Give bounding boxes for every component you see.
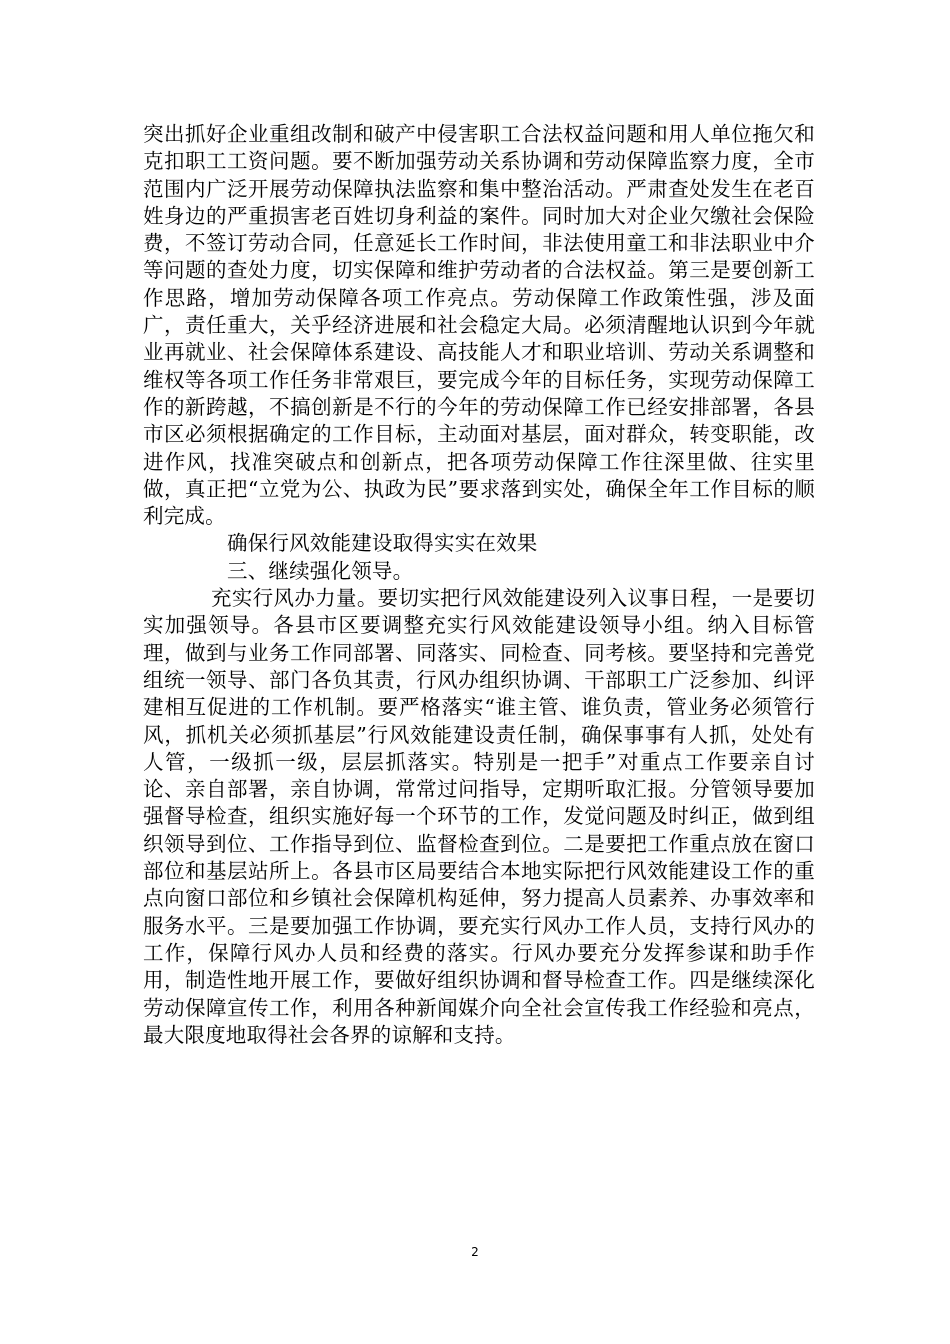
section-heading-leadership: 三、继续强化领导。 xyxy=(227,558,414,583)
document-body xyxy=(143,121,815,1049)
body-paragraph-leadership: 充实行风办力量。要切实把行风效能建设列入议事日程，一是要切实加强领导。各县市区要调整充实行风效能建设领导小组。纳入目标管理，做到与业务工作同部署、同落实、同检查、同考核。要坚持和完善党组统一领导、部门各负其责，行风办组织协调、干部职工广泛参加、纠评建相互促进的工作机制。要严格落实“谁主管、谁负责，管业务必须管行风，抓机关必须抓基层”行风效能建设责任制，确保事事有人抓，处处有人管，一级抓一级，层层抓落实。特别是一把手”对重点工作要亲自讨论、亲自部署，亲自协调，常常过问指导，定期听取汇报。分管领导要加强督导检查，组织实施好每一个环节的工作，发觉问题及时纠正，做到组织领导到位、工作指导到位、监督检查到位。二是要把工作重点放在窗口部位和基层站所上。各县市区局要结合本地实际把行风效能建设工作的重点向窗口部位和乡镇社会保障机构延伸，努力提高人员素养、办事效率和服务水平。三是要加强工作协调，要充实行风办工作人员，支持行风办的工作，保障行风办人员和经费的落实。行风办要充分发挥参谋和助手作用，制造性地开展工作，要做好组织协调和督导检查工作。四是继续深化劳动保障宣传工作，利用各种新闻媒介向全社会宣传我工作经验和亮点，最大限度地取得社会各界的谅解和支持。 xyxy=(143,586,815,1047)
body-paragraph-continuation: 突出抓好企业重组改制和破产中侵害职工合法权益问题和用人单位拖欠和克扣职工工资问题。要不断加强劳动关系协调和劳动保障监察力度，全市范围内广泛开展劳动保障执法监察和集中整治活动。严肃查处发生在老百姓身边的严重损害老百姓切身利益的案件。同时加大对企业欠缴社会保险费，不签订劳动合同，任意延长工作时间，非法使用童工和非法职业中介等问题的查处力度，切实保障和维护劳动者的合法权益。第三是要创新工作思路，增加劳动保障各项工作亮点。劳动保障工作政策性强，涉及面广，责任重大，关乎经济进展和社会稳定大局。必须清醒地认识到今年就业再就业、社会保障体系建设、高技能人才和职业培训、劳动关系调整和维权等各项工作任务非常艰巨，要完成今年的目标任务，实现劳动保障工作的新跨越，不搞创新是不行的今年的劳动保障工作已经安排部署，各县市区必须根据确定的工作目标，主动面对基层，面对群众，转变职能，改进作风，找准突破点和创新点，把各项劳动保障工作往深里做、往实里做，真正把“立党为公、执政为民”要求落到实处，确保全年工作目标的顺利完成。 xyxy=(143,122,815,529)
section-heading-effect: 确保行风效能建设取得实实在效果 xyxy=(227,531,538,556)
page-number: 2 xyxy=(471,1245,479,1259)
